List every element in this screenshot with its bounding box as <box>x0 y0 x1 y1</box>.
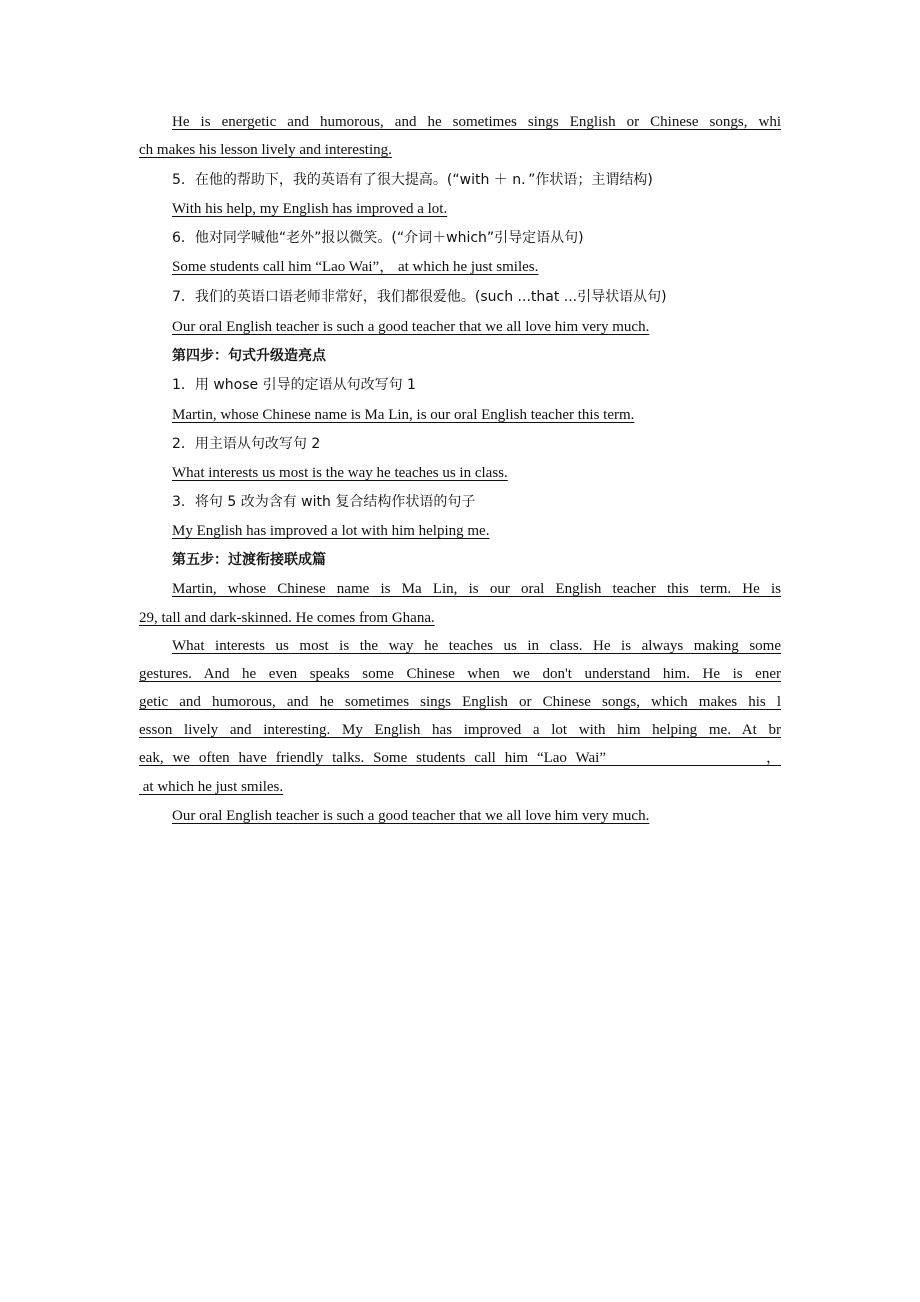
exercise-prompt <box>139 370 781 400</box>
answer-line <box>139 400 781 430</box>
answer-line <box>139 802 781 830</box>
answer-text: What interests us most is the way he teaches us in class. He is always making some <box>172 638 781 654</box>
prompt-text: 3．将句 5 改为含有 with 复合结构作状语的句子 <box>172 494 476 510</box>
answer-text: What interests us most is the way he teaches us in class. <box>172 465 508 481</box>
answer-line <box>139 252 781 282</box>
heading-text: 第四步：句式升级造亮点 <box>172 348 326 364</box>
answer-line <box>139 632 781 660</box>
answer-line <box>139 604 781 632</box>
exercise-prompt <box>139 488 781 516</box>
answer-text: With his help, my English has improved a lot. <box>172 201 448 217</box>
answer-text: Some students call him “Lao Wai”， at which he just smiles. <box>172 259 539 275</box>
exercise-prompt <box>139 430 781 458</box>
answer-text: getic and humorous, and he sometimes sings English or Chinese songs, which makes his l <box>139 694 781 710</box>
answer-text: eak, we often have friendly talks. Some students call him “Lao Wai” ， <box>139 750 781 766</box>
answer-line <box>139 312 781 342</box>
answer-text: My English has improved a lot with him helping me. <box>172 523 490 539</box>
answer-line <box>139 136 781 164</box>
prompt-text: 5．在他的帮助下，我的英语有了很大提高。(“with ＋ n．”作状语；主谓结构) <box>172 172 653 188</box>
answer-line <box>139 744 781 772</box>
heading-text: 第五步：过渡衔接联成篇 <box>172 552 326 568</box>
exercise-prompt <box>139 282 781 312</box>
answer-line <box>139 194 781 224</box>
section-heading <box>139 342 781 370</box>
answer-text: Our oral English teacher is such a good teacher that we all love him very much. <box>172 808 650 824</box>
answer-line <box>139 458 781 488</box>
section-heading <box>139 546 781 574</box>
answer-line <box>139 716 781 744</box>
answer-text: Martin, whose Chinese name is Ma Lin, is our oral English teacher this term. He is <box>172 581 781 597</box>
answer-text: 29, tall and dark-skinned. He comes from Ghana. <box>139 610 435 626</box>
answer-line <box>139 688 781 716</box>
answer-text: at which he just smiles. <box>139 779 284 795</box>
answer-line <box>139 660 781 688</box>
prompt-text: 6．他对同学喊他“老外”报以微笑。(“介词＋which”引导定语从句) <box>172 230 584 246</box>
document-body <box>139 108 781 830</box>
answer-line <box>139 772 781 802</box>
prompt-text: 2．用主语从句改写句 2 <box>172 436 321 452</box>
answer-text: He is energetic and humorous, and he sometimes sings English or Chinese songs, whi <box>172 114 781 130</box>
exercise-prompt <box>139 166 781 194</box>
prompt-text: 7．我们的英语口语老师非常好，我们都很爱他。(such ...that ...引导状语从句) <box>172 289 667 305</box>
answer-text: Our oral English teacher is such a good teacher that we all love him very much. <box>172 319 650 335</box>
prompt-text: 1．用 whose 引导的定语从句改写句 1 <box>172 377 416 393</box>
exercise-prompt <box>139 224 781 252</box>
answer-line <box>139 516 781 546</box>
answer-text: ch makes his lesson lively and interesting. <box>139 142 392 158</box>
answer-text: Martin, whose Chinese name is Ma Lin, is our oral English teacher this term. <box>172 407 635 423</box>
answer-text: esson lively and interesting. My English has improved a lot with him helping me. At br <box>139 722 781 738</box>
answer-line <box>139 574 781 604</box>
answer-text: gestures. And he even speaks some Chinese when we don't understand him. He is ener <box>139 666 781 682</box>
answer-line <box>139 108 781 136</box>
